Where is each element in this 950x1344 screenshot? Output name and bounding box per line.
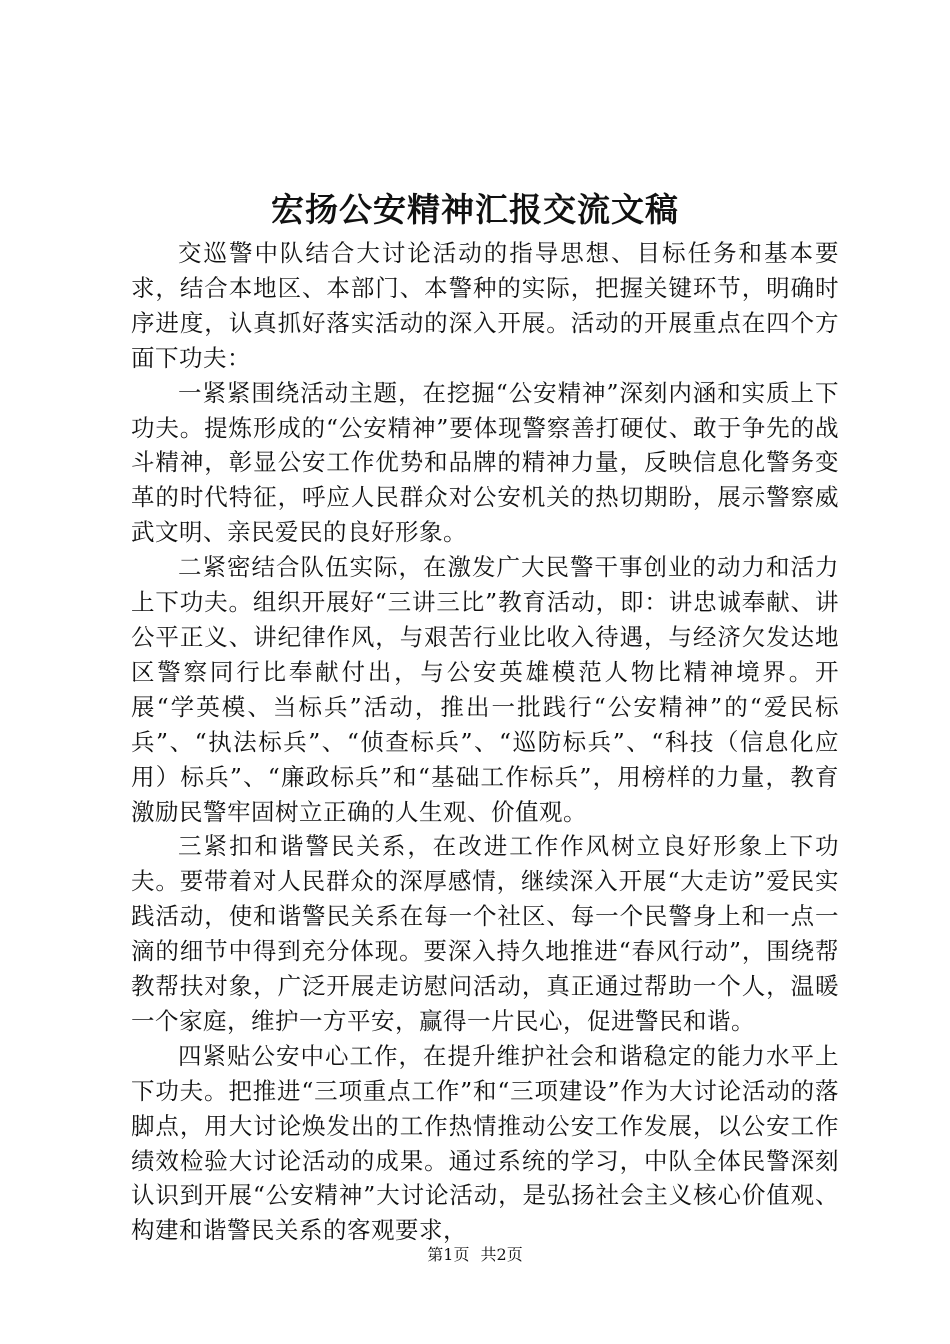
page-total: 共2页 (480, 1245, 523, 1264)
page-footer (0, 1244, 950, 1266)
page-number: 第1页 (427, 1245, 470, 1264)
paragraph-point-three: 三紧扣和谐警民关系，在改进工作作风树立良好形象上下功夫。要带着对人民群众的深厚感情，继续深入开展“大走访”爱民实践活动，使和谐警民关系在每一个社区、每一个民警身上和一点一滴的细节中得到充分体现。要深入持久地推进“春风行动”，围绕帮教帮扶对象，广泛开展走访慰问活动，真正通过帮助一个人，温暖一个家庭，维护一方平安，赢得一片民心，促进警民和谐。 (131, 832, 839, 1035)
paragraph-intro: 交巡警中队结合大讨论活动的指导思想、目标任务和基本要求，结合本地区、本部门、本警种的实际，把握关键环节，明确时序进度，认真抓好落实活动的深入开展。活动的开展重点在四个方面下功夫： (131, 239, 839, 372)
paragraph-point-four: 四紧贴公安中心工作，在提升维护社会和谐稳定的能力水平上下功夫。把推进“三项重点工作”和“三项建设”作为大讨论活动的落脚点，用大讨论焕发出的工作热情推动公安工作发展，以公安工作绩效检验大讨论活动的成果。通过系统的学习，中队全体民警深刻认识到开展“公安精神”大讨论活动，是弘扬社会主义核心价值观、构建和谐警民关系的客观要求， (131, 1041, 839, 1245)
document-body (131, 236, 839, 1248)
paragraph-point-one: 一紧紧围绕活动主题，在挖掘“公安精神”深刻内涵和实质上下功夫。提炼形成的“公安精神”要体现警察善打硬仗、敢于争先的战斗精神，彰显公安工作优势和品牌的精神力量，反映信息化警务变革的时代特征，呼应人民群众对公安机关的热切期盼，展示警察威武文明、亲民爱民的良好形象。 (131, 378, 839, 547)
paragraph-point-two: 二紧密结合队伍实际，在激发广大民警干事创业的动力和活力上下功夫。组织开展好“三讲三比”教育活动，即：讲忠诚奉献、讲公平正义、讲纪律作风，与艰苦行业比收入待遇，与经济欠发达地区警察同行比奉献付出，与公安英雄模范人物比精神境界。开展“学英模、当标兵”活动，推出一批践行“公安精神”的“爱民标兵”、“执法标兵”、“侦查标兵”、“巡防标兵”、“科技（信息化应用）标兵”、“廉政标兵”和“基础工作标兵”，用榜样的力量，教育激励民警牢固树立正确的人生观、价值观。 (131, 553, 839, 826)
document-title: 宏扬公安精神汇报交流文稿 (271, 190, 679, 229)
